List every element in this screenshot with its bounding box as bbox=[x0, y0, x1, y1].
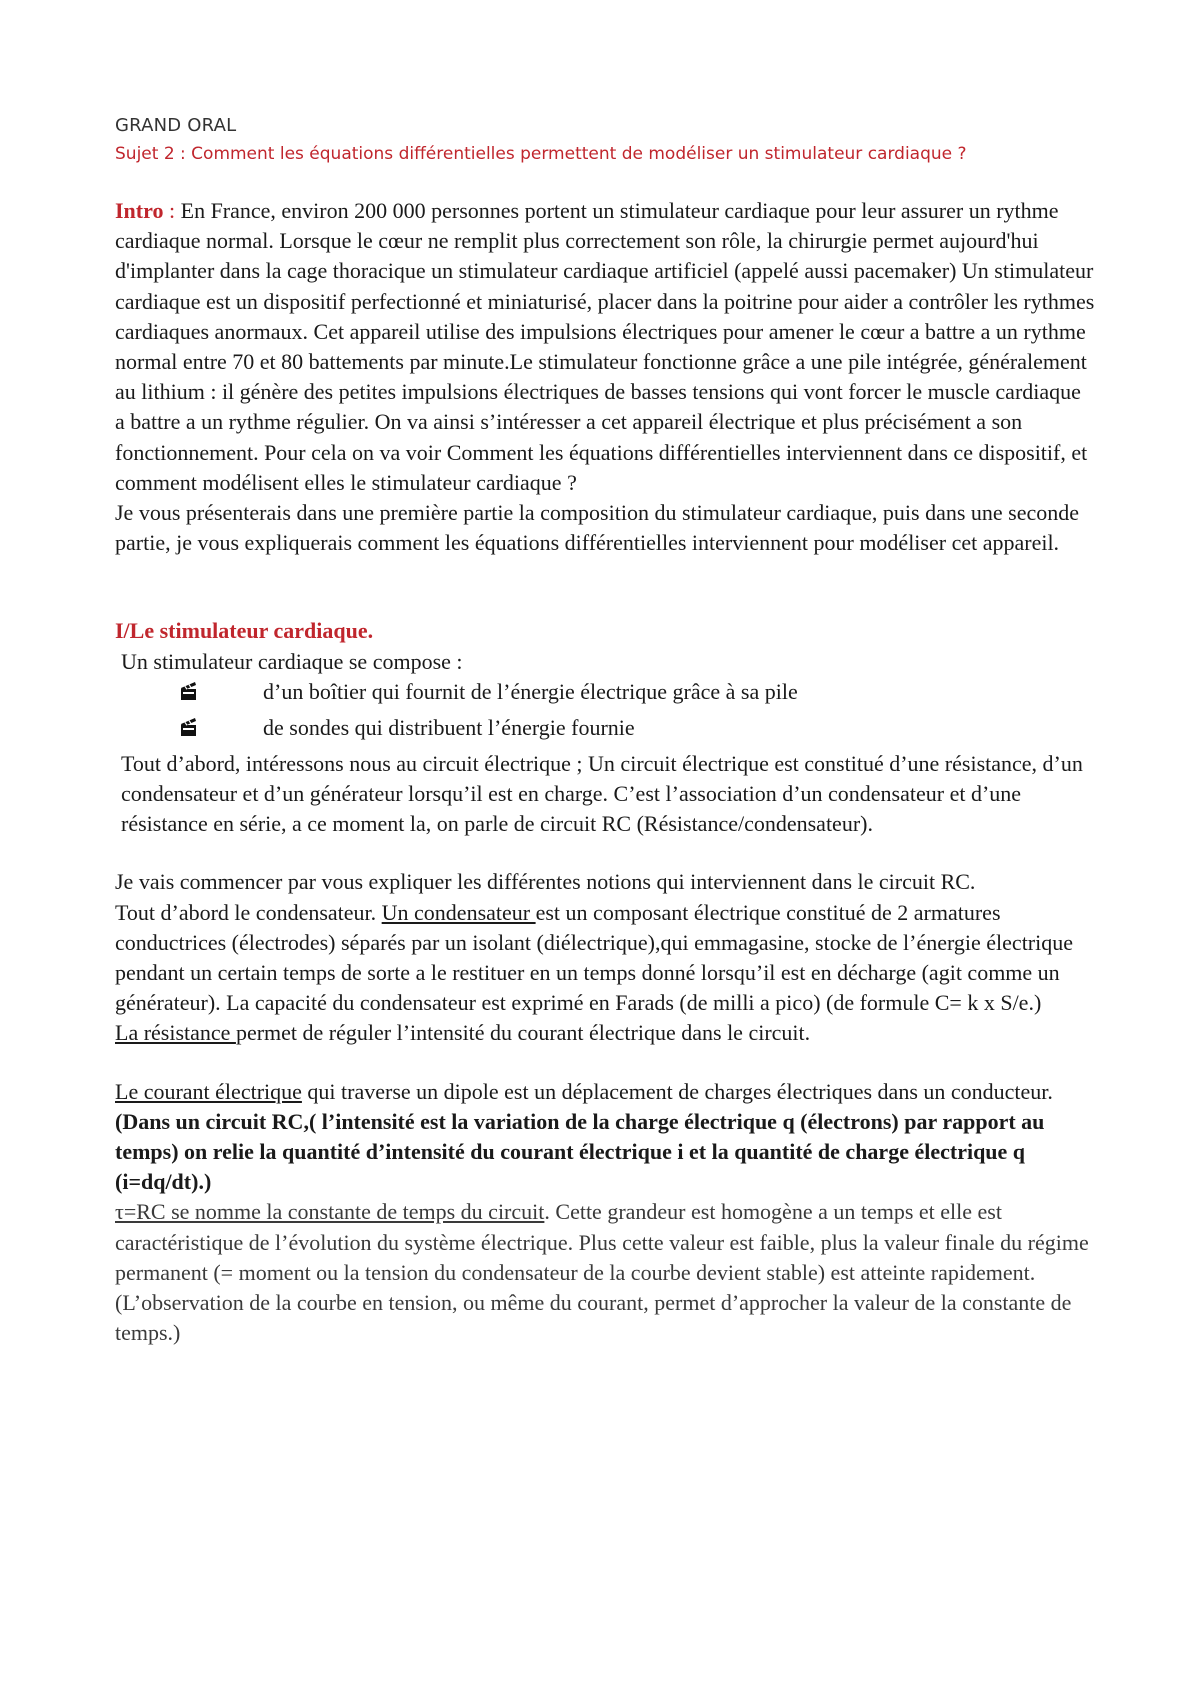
condensateur-intro: Tout d’abord le condensateur. bbox=[115, 899, 382, 925]
intro-paragraph bbox=[115, 196, 1095, 498]
intro-text: En France, environ 200 000 personnes portent un stimulateur cardiaque pour leur assurer un rythme cardiaque normal. Lorsque le cœur ne remplit plus correctement son rôle, la chirurgie permet aujourd'hui d'implanter dans la cage thoracique un stimulateur cardiaque artificiel (appelé aussi pacemaker) Un stimulateur cardiaque est un dispositif perfectionné et miniaturisé, placer dans la poitrine pour aider a contrôler les rythmes cardiaques anormaux. Cet appareil utilise des impulsions électriques pour amener le cœur a battre a un rythme normal entre 70 et 80 battements par minute.Le stimulateur fonctionne grâce a une pile intégrée, généralement au lithium : il génère des petites impulsions électriques de basses tensions qui vont forcer le muscle cardiaque a battre a un rythme régulier. On va ainsi s’intéresser a cet appareil électrique et plus précisément a son fonctionnement. Pour cela on va voir Comment les équations différentielles interviennent dans ce dispositif, et comment modélisent elles le stimulateur cardiaque ? bbox=[115, 198, 1095, 495]
section1-lead: Un stimulateur cardiaque se compose : bbox=[121, 648, 463, 674]
tau-paragraph bbox=[115, 1197, 1095, 1348]
bullet-text: d’un boîtier qui fournit de l’énergie électrique grâce à sa pile bbox=[263, 678, 798, 704]
document-body bbox=[115, 112, 1095, 1349]
courant-text: qui traverse un dipole est un déplacement de charges électriques dans un conducteur. bbox=[301, 1078, 1053, 1104]
rc-bold-paragraph: (Dans un circuit RC,( l’intensité est la variation de la charge électrique q (électrons) par rapport au temps) on relie la quantité d’intensité du courant électrique i et la quantité de charge électrique q (i=dq/dt).) bbox=[115, 1108, 1045, 1195]
notions-paragraph: Je vais commencer par vous expliquer les différentes notions qui interviennent dans le circuit RC. bbox=[115, 869, 976, 895]
spacer bbox=[115, 1049, 1095, 1077]
courant-term: Le courant électrique bbox=[115, 1078, 302, 1104]
section1-heading: I/Le stimulateur cardiaque. bbox=[115, 618, 374, 644]
intro-separator: : bbox=[163, 198, 181, 223]
document-title: GRAND ORAL bbox=[115, 115, 237, 136]
document-subject: Sujet 2 : Comment les équations différentielles permettent de modéliser un stimulateur cardiaque ? bbox=[115, 144, 967, 164]
list-item bbox=[115, 713, 1095, 749]
intro-label: Intro bbox=[115, 198, 164, 223]
clapperboard-icon bbox=[178, 680, 200, 702]
resistance-text: permet de réguler l’intensité du courant électrique dans le circuit. bbox=[235, 1020, 811, 1046]
resistance-paragraph bbox=[115, 1018, 1095, 1048]
bullet-text: de sondes qui distribuent l’énergie fournie bbox=[263, 714, 635, 740]
condensateur-text: est un composant électrique constitué de 2 armatures conductrices (électrodes) séparés par un isolant (diélectrique),qui emmagasine, stocke de l’énergie électrique pendant un certain temps de sorte a le restituer en un temps donné lorsqu’il est en décharge (agit comme un générateur). La capacité du condensateur est exprimé en Farads (de milli a pico) (de formule C= k x S/e.) bbox=[115, 899, 1074, 1016]
circuit-paragraph: Tout d’abord, intéressons nous au circuit électrique ; Un circuit électrique est constitué d’une résistance, d’un condensateur et d’un générateur lorsqu’il est en charge. C’est l’association d’un condensateur et d’une résistance en série, a ce moment la, on parle de circuit RC (Résistance/condensateur). bbox=[121, 750, 1083, 837]
tau-text: . Cette grandeur est homogène a un temps et elle est caractéristique de l’évolution du système électrique. Plus cette valeur est faible, plus la valeur finale du régime permanent (= moment ou la tension du condensateur de la courbe devient stable) est atteinte rapidement. (L’observation de la courbe en tension, ou même du courant, permet d’approcher la valeur de la constante de temps.) bbox=[115, 1199, 1089, 1346]
spacer bbox=[115, 168, 1095, 196]
condensateur-term: Un condensateur bbox=[381, 899, 536, 925]
spacer bbox=[115, 839, 1095, 867]
plan-paragraph: Je vous présenterais dans une première partie la composition du stimulateur cardiaque, puis dans une seconde partie, je vous expliquerais comment les équations différentielles interviennent pour modéliser cet appareil. bbox=[115, 500, 1080, 556]
list-item bbox=[115, 677, 1095, 713]
resistance-term: La résistance bbox=[115, 1020, 236, 1046]
spacer bbox=[115, 558, 1095, 616]
condensateur-paragraph bbox=[115, 898, 1095, 1019]
courant-paragraph bbox=[115, 1077, 1095, 1107]
tau-term: τ=RC se nomme la constante de temps du circuit bbox=[115, 1199, 545, 1225]
clapperboard-icon bbox=[178, 716, 200, 738]
